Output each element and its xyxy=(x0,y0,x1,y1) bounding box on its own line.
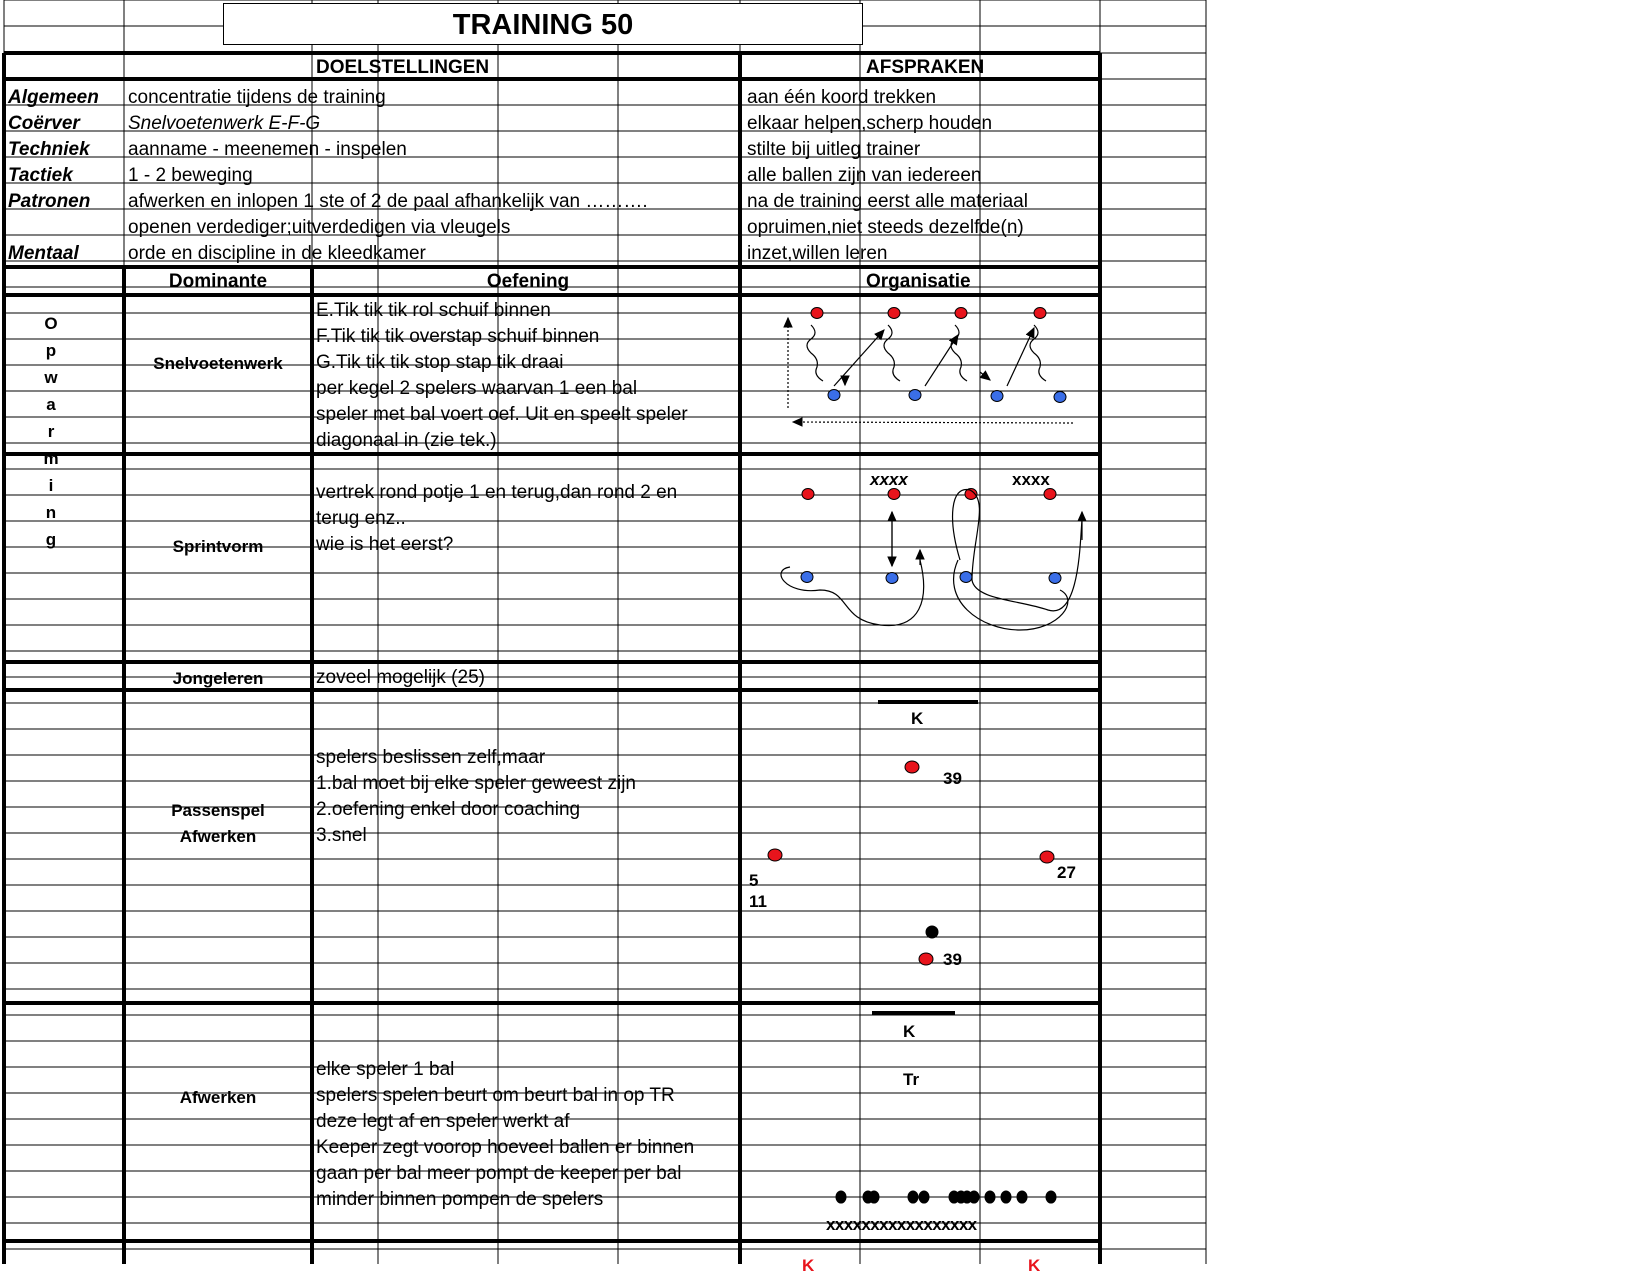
warmup-letter: i xyxy=(48,476,54,495)
blue-player xyxy=(960,572,972,583)
objective-label: Coërver xyxy=(8,113,80,134)
red-player xyxy=(768,849,782,861)
objective-goal: openen verdediger;uitverdedigen via vleugels xyxy=(128,217,511,238)
objective-agreement: alle ballen zijn van iedereen xyxy=(747,165,982,186)
sprint-path xyxy=(954,560,1068,630)
page-title: TRAINING 50 xyxy=(452,9,634,41)
objective-goal: Snelvoetenwerk E-F-G xyxy=(128,113,321,134)
dominant-label: Passenspel xyxy=(171,801,265,820)
bottom-keeper-label: K xyxy=(802,1256,815,1273)
objective-label: Techniek xyxy=(8,139,90,160)
dominant-label: Afwerken xyxy=(179,1088,257,1107)
exercise-line: spelers beslissen zelf,maar xyxy=(316,747,546,768)
objective-agreement: na de training eerst alle materiaal xyxy=(747,191,1028,212)
warmup-letter: p xyxy=(45,341,57,360)
warmup-letter: O xyxy=(44,314,58,333)
goals-header: DOELSTELLINGEN xyxy=(316,57,490,78)
objective-label: Mentaal xyxy=(8,243,79,264)
objective-agreement: aan één koord trekken xyxy=(747,87,937,108)
objective-goal: afwerken en inlopen 1 ste of 2 de paal afhankelijk van ………. xyxy=(128,191,648,212)
pass-arrow xyxy=(1007,328,1034,386)
blue-player xyxy=(909,390,921,401)
warmup-letter: m xyxy=(43,449,59,468)
dribble-path xyxy=(1030,325,1046,381)
return-arrow xyxy=(793,422,1073,423)
drawing-label: xxxx xyxy=(1012,470,1050,489)
blue-player xyxy=(801,572,813,583)
pass-arrow xyxy=(980,372,990,380)
objective-agreement: elkaar helpen,scherp houden xyxy=(747,113,993,134)
dribble-path xyxy=(807,325,823,381)
exercise-line: spelers spelen beurt om beurt bal in op TR xyxy=(316,1085,675,1106)
pass-arrow xyxy=(925,335,958,386)
dominant-label: Snelvoetenwerk xyxy=(153,354,283,373)
exercise-line: 1.bal moet bij elke speler geweest zijn xyxy=(316,773,637,794)
exercise-line: gaan per bal meer pompt de keeper per bal xyxy=(316,1163,682,1184)
objective-goal: orde en discipline in de kleedkamer xyxy=(128,243,426,264)
exercise-line: G.Tik tik tik stop stap tik draai xyxy=(316,352,564,373)
agreements-header: AFSPRAKEN xyxy=(866,57,985,78)
exercise-line: Keeper zegt voorop hoeveel ballen er binnen xyxy=(316,1137,695,1158)
objective-agreement: opruimen,niet steeds dezelfde(n) xyxy=(747,217,1024,238)
exercise-line: terug enz.. xyxy=(316,508,406,529)
dribble-path xyxy=(951,325,967,381)
red-player xyxy=(919,953,933,965)
exercise-line: wie is het eerst? xyxy=(316,534,454,555)
exercise-line: deze legt af en speler werkt af xyxy=(316,1111,570,1132)
player-number: 39 xyxy=(943,769,962,788)
objective-goal: aanname - meenemen - inspelen xyxy=(128,139,407,160)
drawing-label: xxxx xyxy=(870,470,908,489)
ball xyxy=(869,1191,879,1203)
player-number: 5 xyxy=(749,871,759,890)
red-player xyxy=(1034,308,1046,319)
objective-label: Algemeen xyxy=(8,87,99,108)
dominant-header: Dominante xyxy=(168,271,268,292)
dominant-label: Afwerken xyxy=(179,827,257,846)
ball xyxy=(926,926,938,938)
ball xyxy=(969,1191,979,1203)
objective-agreement: inzet,willen leren xyxy=(747,243,888,264)
exercise-line: 3.snel xyxy=(316,825,367,846)
red-player xyxy=(1040,851,1054,863)
pass-arrow xyxy=(834,330,884,386)
exercise-line: elke speler 1 bal xyxy=(316,1059,455,1080)
blue-player xyxy=(1049,573,1061,584)
exercise-line: speler met bal voert oef. Uit en speelt speler xyxy=(316,404,688,425)
exercise-line: F.Tik tik tik overstap schuif binnen xyxy=(316,326,600,347)
ball xyxy=(985,1191,995,1203)
trainer-label: Tr xyxy=(903,1070,920,1089)
blue-player xyxy=(991,391,1003,402)
objective-label: Tactiek xyxy=(8,165,73,186)
objective-goal: concentratie tijdens de training xyxy=(128,87,386,108)
exercise-line: minder binnen pompen de spelers xyxy=(316,1189,604,1210)
keeper-label: K xyxy=(911,709,924,728)
warmup-letter: n xyxy=(45,503,57,522)
player-number: 11 xyxy=(749,892,767,911)
warmup-letter: g xyxy=(45,530,57,549)
player-number: 27 xyxy=(1057,863,1076,882)
blue-player xyxy=(1054,392,1066,403)
dominant-label: Sprintvorm xyxy=(172,537,264,556)
blue-player xyxy=(886,573,898,584)
exercise-line: zoveel mogelijk (25) xyxy=(316,667,485,688)
bottom-keeper-label: K xyxy=(1028,1256,1041,1273)
ball xyxy=(919,1191,929,1203)
red-player xyxy=(955,308,967,319)
players-row-label: xxxxxxxxxxxxxxxxx xyxy=(826,1215,977,1234)
exercise-line: vertrek rond potje 1 en terug,dan rond 2 en xyxy=(316,482,678,503)
ball xyxy=(1046,1191,1056,1203)
player-number: 39 xyxy=(943,950,962,969)
ball xyxy=(908,1191,918,1203)
ball xyxy=(1001,1191,1011,1203)
sprint-path xyxy=(781,555,924,626)
warmup-letter: a xyxy=(46,395,56,414)
warmup-letter: r xyxy=(47,422,55,441)
sprint-path xyxy=(953,490,1082,611)
warmup-letter: w xyxy=(44,368,58,387)
exercise-line: diagonaal in (zie tek.) xyxy=(316,430,497,451)
objective-agreement: stilte bij uitleg trainer xyxy=(747,139,921,160)
exercise-line: per kegel 2 spelers waarvan 1 een bal xyxy=(316,378,638,399)
blue-player xyxy=(828,390,840,401)
ball xyxy=(836,1191,846,1203)
exercise-header: Oefening xyxy=(486,271,570,292)
exercise-line: 2.oefening enkel door coaching xyxy=(316,799,581,820)
ball xyxy=(1017,1191,1027,1203)
red-player xyxy=(905,761,919,773)
red-player xyxy=(888,308,900,319)
organisation-header: Organisatie xyxy=(866,271,971,292)
keeper-label: K xyxy=(903,1022,916,1041)
exercise-line: E.Tik tik tik rol schuif binnen xyxy=(316,300,551,321)
red-player xyxy=(802,489,814,500)
red-player xyxy=(811,308,823,319)
objective-label: Patronen xyxy=(8,191,91,212)
dribble-path xyxy=(884,325,900,381)
dominant-label: Jongeleren xyxy=(172,669,264,688)
objective-goal: 1 - 2 beweging xyxy=(128,165,253,186)
